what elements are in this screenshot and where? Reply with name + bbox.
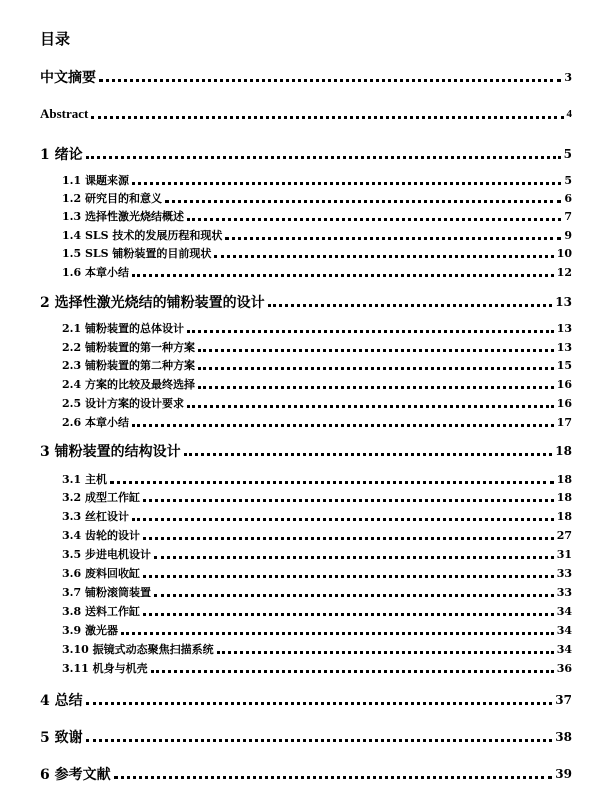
toc-entry-page: 6	[564, 191, 572, 205]
dot-leader	[165, 200, 561, 203]
toc-entry[interactable]	[40, 144, 572, 164]
dot-leader	[198, 367, 554, 370]
toc-entry[interactable]	[62, 227, 572, 243]
toc-entry-label: 3.1 主机	[62, 473, 107, 486]
dot-leader	[86, 739, 553, 742]
dot-leader	[132, 424, 554, 427]
toc-entry[interactable]	[62, 471, 572, 487]
toc-entry[interactable]	[62, 603, 572, 619]
dot-leader	[154, 556, 554, 559]
toc-entry[interactable]	[40, 106, 572, 122]
toc-entry-page: 37	[555, 693, 572, 707]
dot-leader	[86, 702, 553, 705]
toc-entry-label: 3.9 激光器	[62, 624, 118, 637]
toc-entry-label: 2 选择性激光烧结的铺粉装置的设计	[40, 295, 265, 311]
toc-title: 目录	[40, 30, 71, 48]
toc-entry-label: 2.4 方案的比较及最终选择	[62, 378, 195, 391]
toc-entry-label: 4 总结	[40, 693, 83, 709]
toc-entry-label: Abstract	[40, 106, 89, 121]
toc-entry-page: 13	[555, 295, 572, 309]
toc-entry[interactable]	[40, 441, 572, 461]
toc-entry-label: 1.5 SLS 铺粉装置的目前现状	[62, 247, 212, 260]
dot-leader	[143, 537, 554, 540]
dot-leader	[154, 594, 554, 597]
toc-entry-page: 18	[555, 444, 572, 458]
toc-entry-page: 31	[556, 547, 572, 561]
toc-entry-page: 13	[556, 340, 572, 354]
toc-entry-label: 1.3 选择性激光烧结概述	[62, 210, 184, 223]
toc-entry-label: 1 绪论	[40, 147, 83, 163]
toc-entry-page: 34	[556, 642, 572, 656]
toc-entry[interactable]	[62, 190, 572, 206]
toc-entry-page: 10	[556, 246, 572, 260]
toc-entry[interactable]	[62, 527, 572, 543]
toc-entry[interactable]	[62, 357, 572, 373]
toc-entry[interactable]	[62, 320, 572, 336]
toc-entry-page: 39	[555, 767, 572, 781]
toc-entry-label: 1.4 SLS 技术的发展历程和现状	[62, 229, 223, 242]
toc-entry-label: 3.5 步进电机设计	[62, 548, 151, 561]
toc-entry[interactable]	[62, 414, 572, 430]
toc-entry-page: 9	[564, 228, 572, 242]
toc-entry[interactable]	[62, 641, 572, 657]
toc-entry[interactable]	[62, 508, 572, 524]
toc-entry-page: 18	[556, 490, 572, 504]
toc-entry-page: 27	[556, 528, 572, 542]
dot-leader	[268, 304, 553, 307]
toc-entry-label: 1.1 课题来源	[62, 174, 129, 187]
dot-leader	[143, 575, 554, 578]
dot-leader	[114, 776, 553, 779]
toc-entry[interactable]	[62, 660, 572, 676]
toc-entry[interactable]	[40, 292, 572, 312]
dot-leader	[86, 156, 561, 159]
toc-entry-page: 7	[564, 209, 572, 223]
toc-entry-page: 36	[556, 661, 572, 675]
toc-entry-page: 13	[556, 321, 572, 335]
toc-entry-page: 17	[556, 415, 572, 429]
toc-entry-label: 3.7 铺粉滚筒装置	[62, 586, 151, 599]
toc-entry-page: 5	[564, 173, 572, 187]
dot-leader	[143, 499, 554, 502]
toc-entry-page: 3	[564, 70, 572, 84]
dot-leader	[143, 613, 554, 616]
dot-leader	[214, 255, 553, 258]
dot-leader	[99, 79, 561, 82]
toc-entry-label: 3.11 机身与机壳	[62, 662, 148, 675]
toc-entry-label: 2.1 铺粉装置的总体设计	[62, 322, 184, 335]
toc-entry[interactable]	[62, 208, 572, 224]
toc-entry-label: 1.6 本章小结	[62, 266, 129, 279]
toc-entry[interactable]	[62, 489, 572, 505]
dot-leader	[217, 651, 554, 654]
toc-entry-label: 3.3 丝杠设计	[62, 510, 129, 523]
dot-leader	[110, 481, 554, 484]
toc-entry-page: 34	[556, 604, 572, 618]
toc-entry-label: 3 铺粉装置的结构设计	[40, 444, 181, 460]
toc-entry-page: 33	[556, 566, 572, 580]
toc-entry-label: 5 致谢	[40, 730, 83, 746]
toc-entry-label: 2.5 设计方案的设计要求	[62, 397, 184, 410]
toc-entry[interactable]	[40, 727, 572, 747]
dot-leader	[91, 116, 563, 119]
toc-entry-label: 2.2 铺粉装置的第一种方案	[62, 341, 195, 354]
toc-entry[interactable]	[62, 264, 572, 280]
toc-entry[interactable]	[62, 565, 572, 581]
toc-entry-page: 18	[556, 472, 572, 486]
toc-entry-label: 2.3 铺粉装置的第二种方案	[62, 359, 195, 372]
toc-entry-page: 33	[556, 585, 572, 599]
dot-leader	[198, 349, 554, 352]
toc-entry-page: 34	[556, 623, 572, 637]
toc-entry-label: 3.8 送料工作缸	[62, 605, 140, 618]
toc-entry[interactable]	[40, 67, 572, 87]
toc-entry-page: 15	[556, 358, 572, 372]
toc-entry-page: 38	[555, 730, 572, 744]
toc-entry-label: 1.2 研究目的和意义	[62, 192, 162, 205]
toc-entry-label: 3.10 振镜式动态聚焦扫描系统	[62, 643, 214, 656]
toc-entry[interactable]	[62, 546, 572, 562]
dot-leader	[132, 274, 554, 277]
toc-entry-page: 16	[556, 377, 572, 391]
toc-entry[interactable]	[62, 584, 572, 600]
toc-entry-label: 中文摘要	[40, 70, 96, 86]
toc-entry-label: 2.6 本章小结	[62, 416, 129, 429]
toc-entry-label: 3.4 齿轮的设计	[62, 529, 140, 542]
dot-leader	[187, 405, 554, 408]
toc-entry-label: 3.6 废料回收缸	[62, 567, 140, 580]
toc-entry[interactable]	[40, 690, 572, 710]
dot-leader	[225, 237, 561, 240]
toc-entry[interactable]	[62, 376, 572, 392]
toc-entry-label: 6 参考文献	[40, 767, 111, 783]
toc-entry-page: 18	[556, 509, 572, 523]
dot-leader	[184, 453, 553, 456]
toc-entry[interactable]	[62, 622, 572, 638]
toc-entry[interactable]	[62, 172, 572, 188]
dot-leader	[132, 182, 561, 185]
dot-leader	[132, 518, 554, 521]
toc-entry-page: 4	[566, 108, 572, 120]
dot-leader	[151, 670, 554, 673]
dot-leader	[187, 330, 554, 333]
toc-entry-page: 16	[556, 396, 572, 410]
dot-leader	[198, 386, 554, 389]
toc-entry-page: 12	[556, 265, 572, 279]
dot-leader	[187, 218, 561, 221]
dot-leader	[121, 632, 554, 635]
toc-entry[interactable]	[62, 245, 572, 261]
toc-entry-page: 5	[563, 147, 572, 161]
toc-entry[interactable]	[62, 395, 572, 411]
toc-entry[interactable]	[62, 339, 572, 355]
toc-entry[interactable]	[40, 764, 572, 784]
toc-entry-label: 3.2 成型工作缸	[62, 491, 140, 504]
